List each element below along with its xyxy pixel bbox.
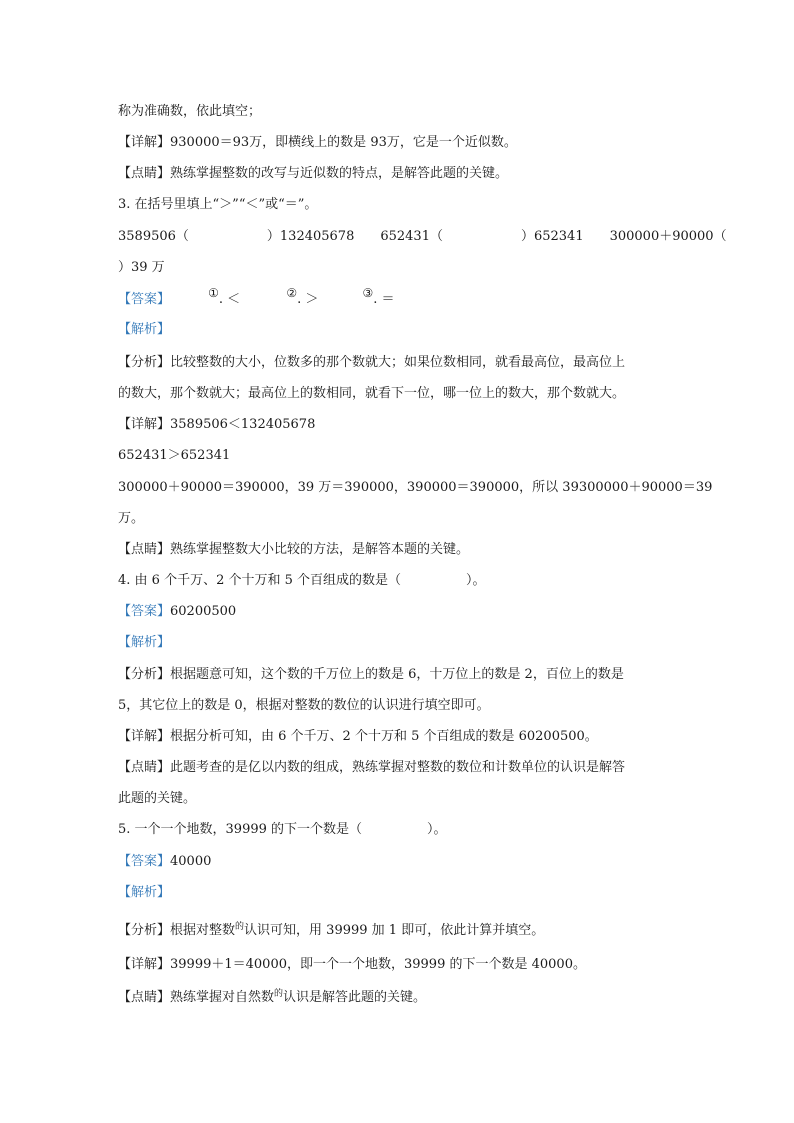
tag-label: 【点睛】 <box>118 990 171 1005</box>
answer-tag: 【答案】 <box>118 604 171 619</box>
key-point-line-cont: 此题的关键。 <box>118 791 197 806</box>
analysis-line: 【分析】比较整数的大小，位数多的那个数就大；如果位数相同，就看最高位，最高位上 <box>118 355 626 370</box>
detail-line-cont: 652431＞652341 <box>118 448 231 463</box>
analysis-heading: 【解析】 <box>118 635 171 650</box>
answer-line: 【答案】40000 <box>118 854 212 869</box>
detail-line: 【详解】3589506＜132405678 <box>118 417 316 432</box>
analysis-line: 【分析】根据题意可知，这个数的千万位上的数是 6，十万位上的数是 2，百位上的数是 <box>118 667 624 682</box>
tag-label: 【分析】 <box>118 667 171 682</box>
key-point-line: 【点睛】熟练掌握整数大小比较的方法，是解答本题的关键。 <box>118 542 470 557</box>
detail-line: 【详解】根据分析可知，由 6 个千万、2 个十万和 5 个百组成的数是 60200500。 <box>118 729 598 744</box>
tag-label: 【详解】 <box>118 957 171 972</box>
answer-tag: 【答案】 <box>118 854 171 869</box>
analysis-line-cont: 5，其它位上的数是 0，根据对整数的数位的认识进行填空即可。 <box>118 698 490 713</box>
question-3-items-cont: ）39 万 <box>118 260 165 275</box>
circled-number: ② <box>286 286 298 300</box>
tag-label: 【详解】 <box>118 729 171 744</box>
analysis-heading: 【解析】 <box>118 322 171 337</box>
text-line: 称为准确数，依此填空； <box>118 104 262 119</box>
analysis-line-cont: 的数大，那个数就大；最高位上的数相同，就看下一位，哪一位上的数大，那个数就大。 <box>118 386 626 401</box>
detail-line-cont: 300000＋90000＝390000，39 万＝390000，390000＝390000，所以 39300000＋90000＝39 <box>118 480 713 495</box>
question-4: 4. 由 6 个千万、2 个十万和 5 个百组成的数是（ ）。 <box>118 573 486 588</box>
circled-number: ③ <box>362 286 374 300</box>
detail-line-cont: 万。 <box>118 511 145 526</box>
tag-label: 【点睛】 <box>118 760 171 775</box>
tag-label: 【点睛】 <box>118 542 171 557</box>
analysis-heading: 【解析】 <box>118 885 171 900</box>
superscript-char: 的 <box>274 989 284 999</box>
tag-label: 【分析】 <box>118 923 171 938</box>
detail-line: 【详解】930000＝93万，即横线上的数是 93万，它是一个近似数。 <box>118 135 517 150</box>
tag-label: 【分析】 <box>118 355 171 370</box>
answer-choice-3: ③. ＝ <box>362 286 395 307</box>
key-point-line: 【点睛】此题考查的是亿以内数的组成，熟练掌握对整数的数位和计数单位的认识是解答 <box>118 760 626 775</box>
detail-line: 【详解】39999＋1＝40000，即一个一个地数，39999 的下一个数是 40000。 <box>118 957 586 972</box>
answer-line: 【答案】60200500 <box>118 604 237 619</box>
analysis-line: 【分析】根据对整数$^的$认识可知，用 39999 加 1 即可，依此计算并填空。 <box>118 922 545 938</box>
answer-choice-1: ①. ＜ <box>208 286 241 307</box>
tag-label: 【详解】 <box>118 135 171 150</box>
superscript-char: 的 <box>235 922 245 932</box>
answer-line <box>118 286 395 309</box>
tag-label: 【点睛】 <box>118 166 171 181</box>
key-point-line: 【点睛】熟练掌握对自然数$^的$认识是解答此题的关键。 <box>118 989 427 1005</box>
answer-choice-2: ②. ＞ <box>286 286 319 307</box>
key-point-line: 【点睛】熟练掌握整数的改写与近似数的特点，是解答此题的关键。 <box>118 166 509 181</box>
question-5: 5. 一个一个地数，39999 的下一个数是（ ）。 <box>118 822 447 837</box>
tag-label: 【详解】 <box>118 417 171 432</box>
answer-tag: 【答案】 <box>118 292 171 307</box>
question-3-items: 3589506（ ）132405678 652431（ ）652341 300000＋90000（ <box>118 229 727 244</box>
circled-number: ① <box>208 286 219 300</box>
question-3: 3. 在括号里填上“＞”“＜”或“＝”。 <box>118 197 318 212</box>
